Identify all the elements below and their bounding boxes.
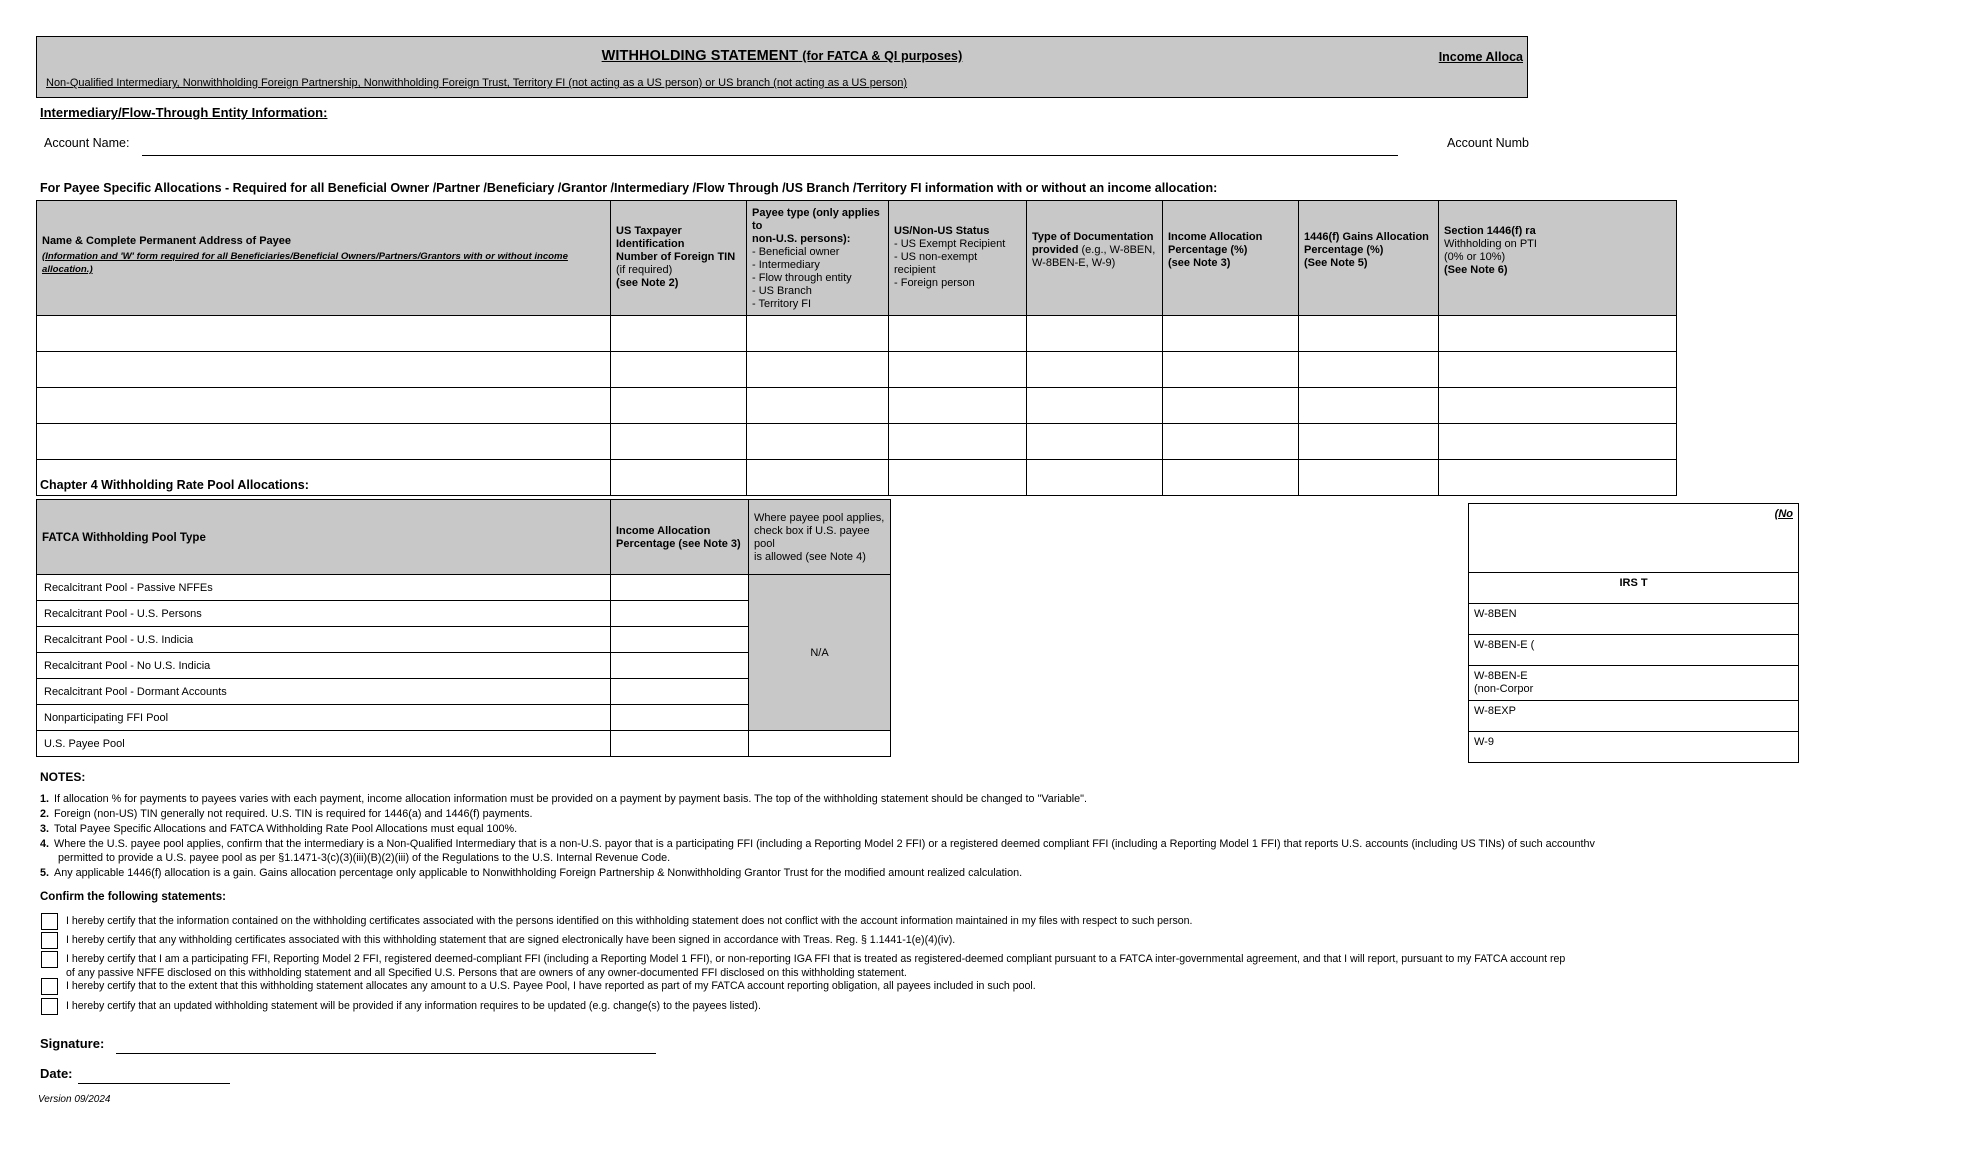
pool-row-percentage[interactable] — [611, 731, 749, 757]
col-header-irs-type: IRS T — [1469, 573, 1799, 604]
account-name-label: Account Name: — [44, 136, 130, 150]
pool-row-label: Recalcitrant Pool - U.S. Indicia — [37, 627, 611, 653]
pool-row-percentage[interactable] — [611, 653, 749, 679]
income-allocation-label: Income Alloca — [1438, 50, 1523, 64]
intermediary-section-label: Intermediary/Flow-Through Entity Information: — [40, 105, 328, 120]
cell-us-status[interactable] — [889, 316, 1027, 352]
payee-type-item: - Intermediary — [752, 259, 820, 271]
signature-label: Signature: — [40, 1036, 105, 1051]
certification-checkbox-2[interactable] — [41, 932, 58, 949]
col-header-pool-type: FATCA Withholding Pool Type — [37, 500, 611, 575]
col-header-pool-income-pct: Income Allocation Percentage (see Note 3) — [611, 500, 749, 575]
cell-us-status[interactable] — [889, 424, 1027, 460]
us-status-item: - Foreign person — [894, 277, 975, 289]
col-header-gains-allocation-pct: 1446(f) Gains Allocation Percentage (%) (See Note 5) — [1299, 201, 1439, 316]
table-row — [37, 316, 1677, 352]
col-header-us-tin: US Taxpayer Identification Number of Foreign TIN (if required) (see Note 2) — [611, 201, 747, 316]
pool-row-label: Recalcitrant Pool - U.S. Persons — [37, 601, 611, 627]
notes-title: NOTES: — [40, 770, 86, 784]
irs-form-row: W-8EXP — [1469, 701, 1799, 732]
pool-row-label: Recalcitrant Pool - Dormant Accounts — [37, 679, 611, 705]
version-label: Version 09/2024 — [38, 1094, 111, 1105]
document-title-sub: (for FATCA & QI purposes) — [802, 49, 963, 63]
cell-us-tin[interactable] — [611, 424, 747, 460]
payee-type-item: - Territory FI — [752, 298, 812, 310]
confirm-section-title: Confirm the following statements: — [40, 891, 226, 903]
cell-documentation-type[interactable] — [1027, 460, 1163, 496]
pool-row-label: Recalcitrant Pool - Passive NFFEs — [37, 575, 611, 601]
cell-section-1446f-rate[interactable] — [1439, 352, 1677, 388]
title-banner-row — [37, 37, 1527, 75]
cell-gains-allocation-pct[interactable] — [1299, 388, 1439, 424]
col-header-documentation-type: Type of Documentation provided (e.g., W-8BEN, W-8BEN-E, W-9) — [1027, 201, 1163, 316]
certification-checkbox-1[interactable] — [41, 913, 58, 930]
table-row — [1469, 732, 1799, 763]
cell-section-1446f-rate[interactable] — [1439, 388, 1677, 424]
cell-income-allocation-pct[interactable] — [1163, 388, 1299, 424]
account-name-input[interactable] — [142, 155, 1398, 156]
irs-forms-table — [1468, 503, 1799, 763]
note-item: 2. Foreign (non-US) TIN generally not required. U.S. TIN is required for 1446(a) and 1446(f) payments. — [40, 808, 533, 820]
note-item: 3. Total Payee Specific Allocations and FATCA Withholding Rate Pool Allocations must equal 100%. — [40, 823, 518, 835]
cell-documentation-type[interactable] — [1027, 424, 1163, 460]
table-row — [37, 424, 1677, 460]
pool-us-payee-checkbox[interactable] — [749, 731, 891, 757]
irs-form-row: W-8BEN-E ( — [1469, 635, 1799, 666]
cell-us-tin[interactable] — [611, 460, 747, 496]
table-row — [37, 575, 891, 601]
cell-payee-type[interactable] — [747, 316, 889, 352]
cell-documentation-type[interactable] — [1027, 352, 1163, 388]
cell-payee-name[interactable] — [37, 424, 611, 460]
table-row — [1469, 504, 1799, 573]
cell-gains-allocation-pct[interactable] — [1299, 352, 1439, 388]
cell-us-tin[interactable] — [611, 352, 747, 388]
certification-checkbox-3[interactable] — [41, 951, 58, 968]
withholding-pool-table — [36, 499, 891, 757]
us-status-item: - US non-exempt recipient — [894, 251, 978, 276]
certification-text-2: I hereby certify that any withholding certificates associated with this withholding statement that are signed electronically have been signed in accordance with Treas. Reg. § 1.1441-1(e)(4)(iv). — [66, 934, 956, 946]
irs-form-row: W-8BEN — [1469, 604, 1799, 635]
table-row — [1469, 701, 1799, 732]
pool-row-percentage[interactable] — [611, 705, 749, 731]
irs-form-row: W-8BEN-E (non-Corpor — [1469, 666, 1799, 701]
table-row — [1469, 573, 1799, 604]
cell-payee-type[interactable] — [747, 424, 889, 460]
note-item: 1. If allocation % for payments to payees varies with each payment, income allocation information must be provided on a payment by payment basis. The top of the withholding statement should be changed to "Variable". — [40, 793, 1087, 805]
cell-section-1446f-rate[interactable] — [1439, 316, 1677, 352]
pool-row-label: Nonparticipating FFI Pool — [37, 705, 611, 731]
col-header-us-status: US/Non-US Status - US Exempt Recipient - US non-exempt recipient - Foreign person — [889, 201, 1027, 316]
table-row — [37, 731, 891, 757]
document-title-main: WITHHOLDING STATEMENT — [601, 48, 799, 64]
certification-text-3-continuation: of any passive NFFE disclosed on this withholding statement and all Specified U.S. Persons that are owners of any owner-documented FFI disclosed on this withholding statement. — [66, 967, 907, 979]
pool-na-cell: N/A — [749, 575, 891, 731]
note-item-continuation: permitted to provide a U.S. payee pool as per §1.1471-3(c)(3)(iii)(B)(2)(iii) of the Regulations to the U.S. Internal Revenue Code. — [58, 852, 671, 864]
certification-text-5: I hereby certify that an updated withholding statement will be provided if any information requires to be updated (e.g. change(s) to the payees listed). — [66, 1000, 761, 1012]
pool-table-header-row — [37, 500, 891, 575]
cell-section-1446f-rate[interactable] — [1439, 424, 1677, 460]
account-number-label: Account Numb — [1447, 136, 1529, 150]
cell-documentation-type[interactable] — [1027, 316, 1163, 352]
cell-payee-type[interactable] — [747, 388, 889, 424]
cell-income-allocation-pct[interactable] — [1163, 352, 1299, 388]
certification-text-4: I hereby certify that to the extent that this withholding statement allocates any amount to a U.S. Payee Pool, I have reported as part of my FATCA account reporting obligation, all payees included in such pool. — [66, 980, 1036, 992]
cell-payee-type[interactable] — [747, 460, 889, 496]
document-title — [37, 48, 1527, 64]
note-item: 5. Any applicable 1446(f) allocation is a gain. Gains allocation percentage only applicable to Nonwithholding Foreign Partnership & Nonwithholding Grantor Trust for the modified amount realized calculation. — [40, 867, 1023, 879]
cell-income-allocation-pct[interactable] — [1163, 424, 1299, 460]
cell-payee-name[interactable] — [37, 388, 611, 424]
note-item: 4. Where the U.S. payee pool applies, confirm that the intermediary is a Non-Qualified Intermediary that is a non-U.S. payor that is a participating FFI (including a Reporting Model 2 FFI) or a registered deemed compliant FFI (including a Reporting Model 1 FFI) that reports U.S. accounts (including US TINs) of such accounthv — [40, 838, 1595, 850]
payee-type-item: - US Branch — [752, 285, 812, 297]
payee-type-item: - Flow through entity — [752, 272, 852, 284]
irs-form-row: W-9 — [1469, 732, 1799, 763]
cell-payee-name[interactable] — [37, 316, 611, 352]
pool-section-heading: Chapter 4 Withholding Rate Pool Allocations: — [40, 478, 309, 492]
signature-input[interactable] — [116, 1053, 656, 1054]
cell-us-tin[interactable] — [611, 388, 747, 424]
pool-row-label: U.S. Payee Pool — [37, 731, 611, 757]
cell-payee-type[interactable] — [747, 352, 889, 388]
certification-text-1: I hereby certify that the information contained on the withholding certificates associated with the persons identified on this withholding statement does not conflict with the account information maintained in my files with respect to such person. — [66, 915, 1193, 927]
table-row — [37, 388, 1677, 424]
irs-note-label: (No — [1469, 504, 1799, 573]
cell-us-status[interactable] — [889, 352, 1027, 388]
payee-allocations-table — [36, 200, 1677, 496]
certification-text-3: I hereby certify that I am a participating FFI, Reporting Model 2 FFI, registered deemed-compliant FFI (including a Reporting Model 1 FFI), or non-reporting IGA FFI that is treated as registered-deemed compliant pursuant to a FATCA inter-governmental agreement, and that I will report, pursuant to my FATCA account rep — [66, 953, 1566, 965]
pool-row-percentage[interactable] — [611, 575, 749, 601]
certification-checkbox-4[interactable] — [41, 978, 58, 995]
cell-section-1446f-rate[interactable] — [1439, 460, 1677, 496]
pool-row-label: Recalcitrant Pool - No U.S. Indicia — [37, 653, 611, 679]
payee-table-header-row — [37, 201, 1677, 316]
cell-payee-name[interactable] — [37, 352, 611, 388]
col-header-section-1446f-rate: Section 1446(f) ra Withholding on PTI (0% or 10%) (See Note 6) — [1439, 201, 1677, 316]
payee-section-heading: For Payee Specific Allocations - Required for all Beneficial Owner /Partner /Beneficiary /Grantor /Intermediary /Flow Through /US Branch /Territory FI information with or without an income allocation: — [40, 181, 1218, 195]
cell-income-allocation-pct[interactable] — [1163, 316, 1299, 352]
col-header-income-allocation-pct: Income Allocation Percentage (%) (see Note 3) — [1163, 201, 1299, 316]
cell-us-tin[interactable] — [611, 316, 747, 352]
cell-gains-allocation-pct[interactable] — [1299, 460, 1439, 496]
pool-row-percentage[interactable] — [611, 679, 749, 705]
pool-row-percentage[interactable] — [611, 627, 749, 653]
col-header-payee-type: Payee type (only applies to non-U.S. persons): - Beneficial owner - Intermediary - Flow through entity - US Branch - Territory FI — [747, 201, 889, 316]
cell-us-status[interactable] — [889, 388, 1027, 424]
table-row — [1469, 635, 1799, 666]
certification-checkbox-5[interactable] — [41, 998, 58, 1015]
cell-documentation-type[interactable] — [1027, 388, 1163, 424]
table-row — [1469, 666, 1799, 701]
cell-us-status[interactable] — [889, 460, 1027, 496]
table-row — [1469, 604, 1799, 635]
col-header-payee-name: Name & Complete Permanent Address of Payee (Information and 'W' form required for all Beneficiaries/Beneficial Owners/Partners/Grantors with or without income allocation.) — [37, 201, 611, 316]
table-row — [37, 352, 1677, 388]
pool-row-percentage[interactable] — [611, 601, 749, 627]
title-banner — [36, 36, 1528, 98]
cell-gains-allocation-pct[interactable] — [1299, 424, 1439, 460]
payee-type-item: - Beneficial owner — [752, 246, 840, 258]
date-input[interactable] — [78, 1083, 230, 1084]
banner-subtitle: Non-Qualified Intermediary, Nonwithholding Foreign Partnership, Nonwithholding Foreign Trust, Territory FI (not acting as a US person) or US branch (not acting as a US person) — [46, 77, 908, 89]
date-label: Date: — [40, 1066, 73, 1081]
us-status-item: - US Exempt Recipient — [894, 238, 1006, 250]
col-header-pool-checkbox: Where payee pool applies, check box if U.S. payee pool is allowed (see Note 4) — [749, 500, 891, 575]
cell-gains-allocation-pct[interactable] — [1299, 316, 1439, 352]
cell-income-allocation-pct[interactable] — [1163, 460, 1299, 496]
